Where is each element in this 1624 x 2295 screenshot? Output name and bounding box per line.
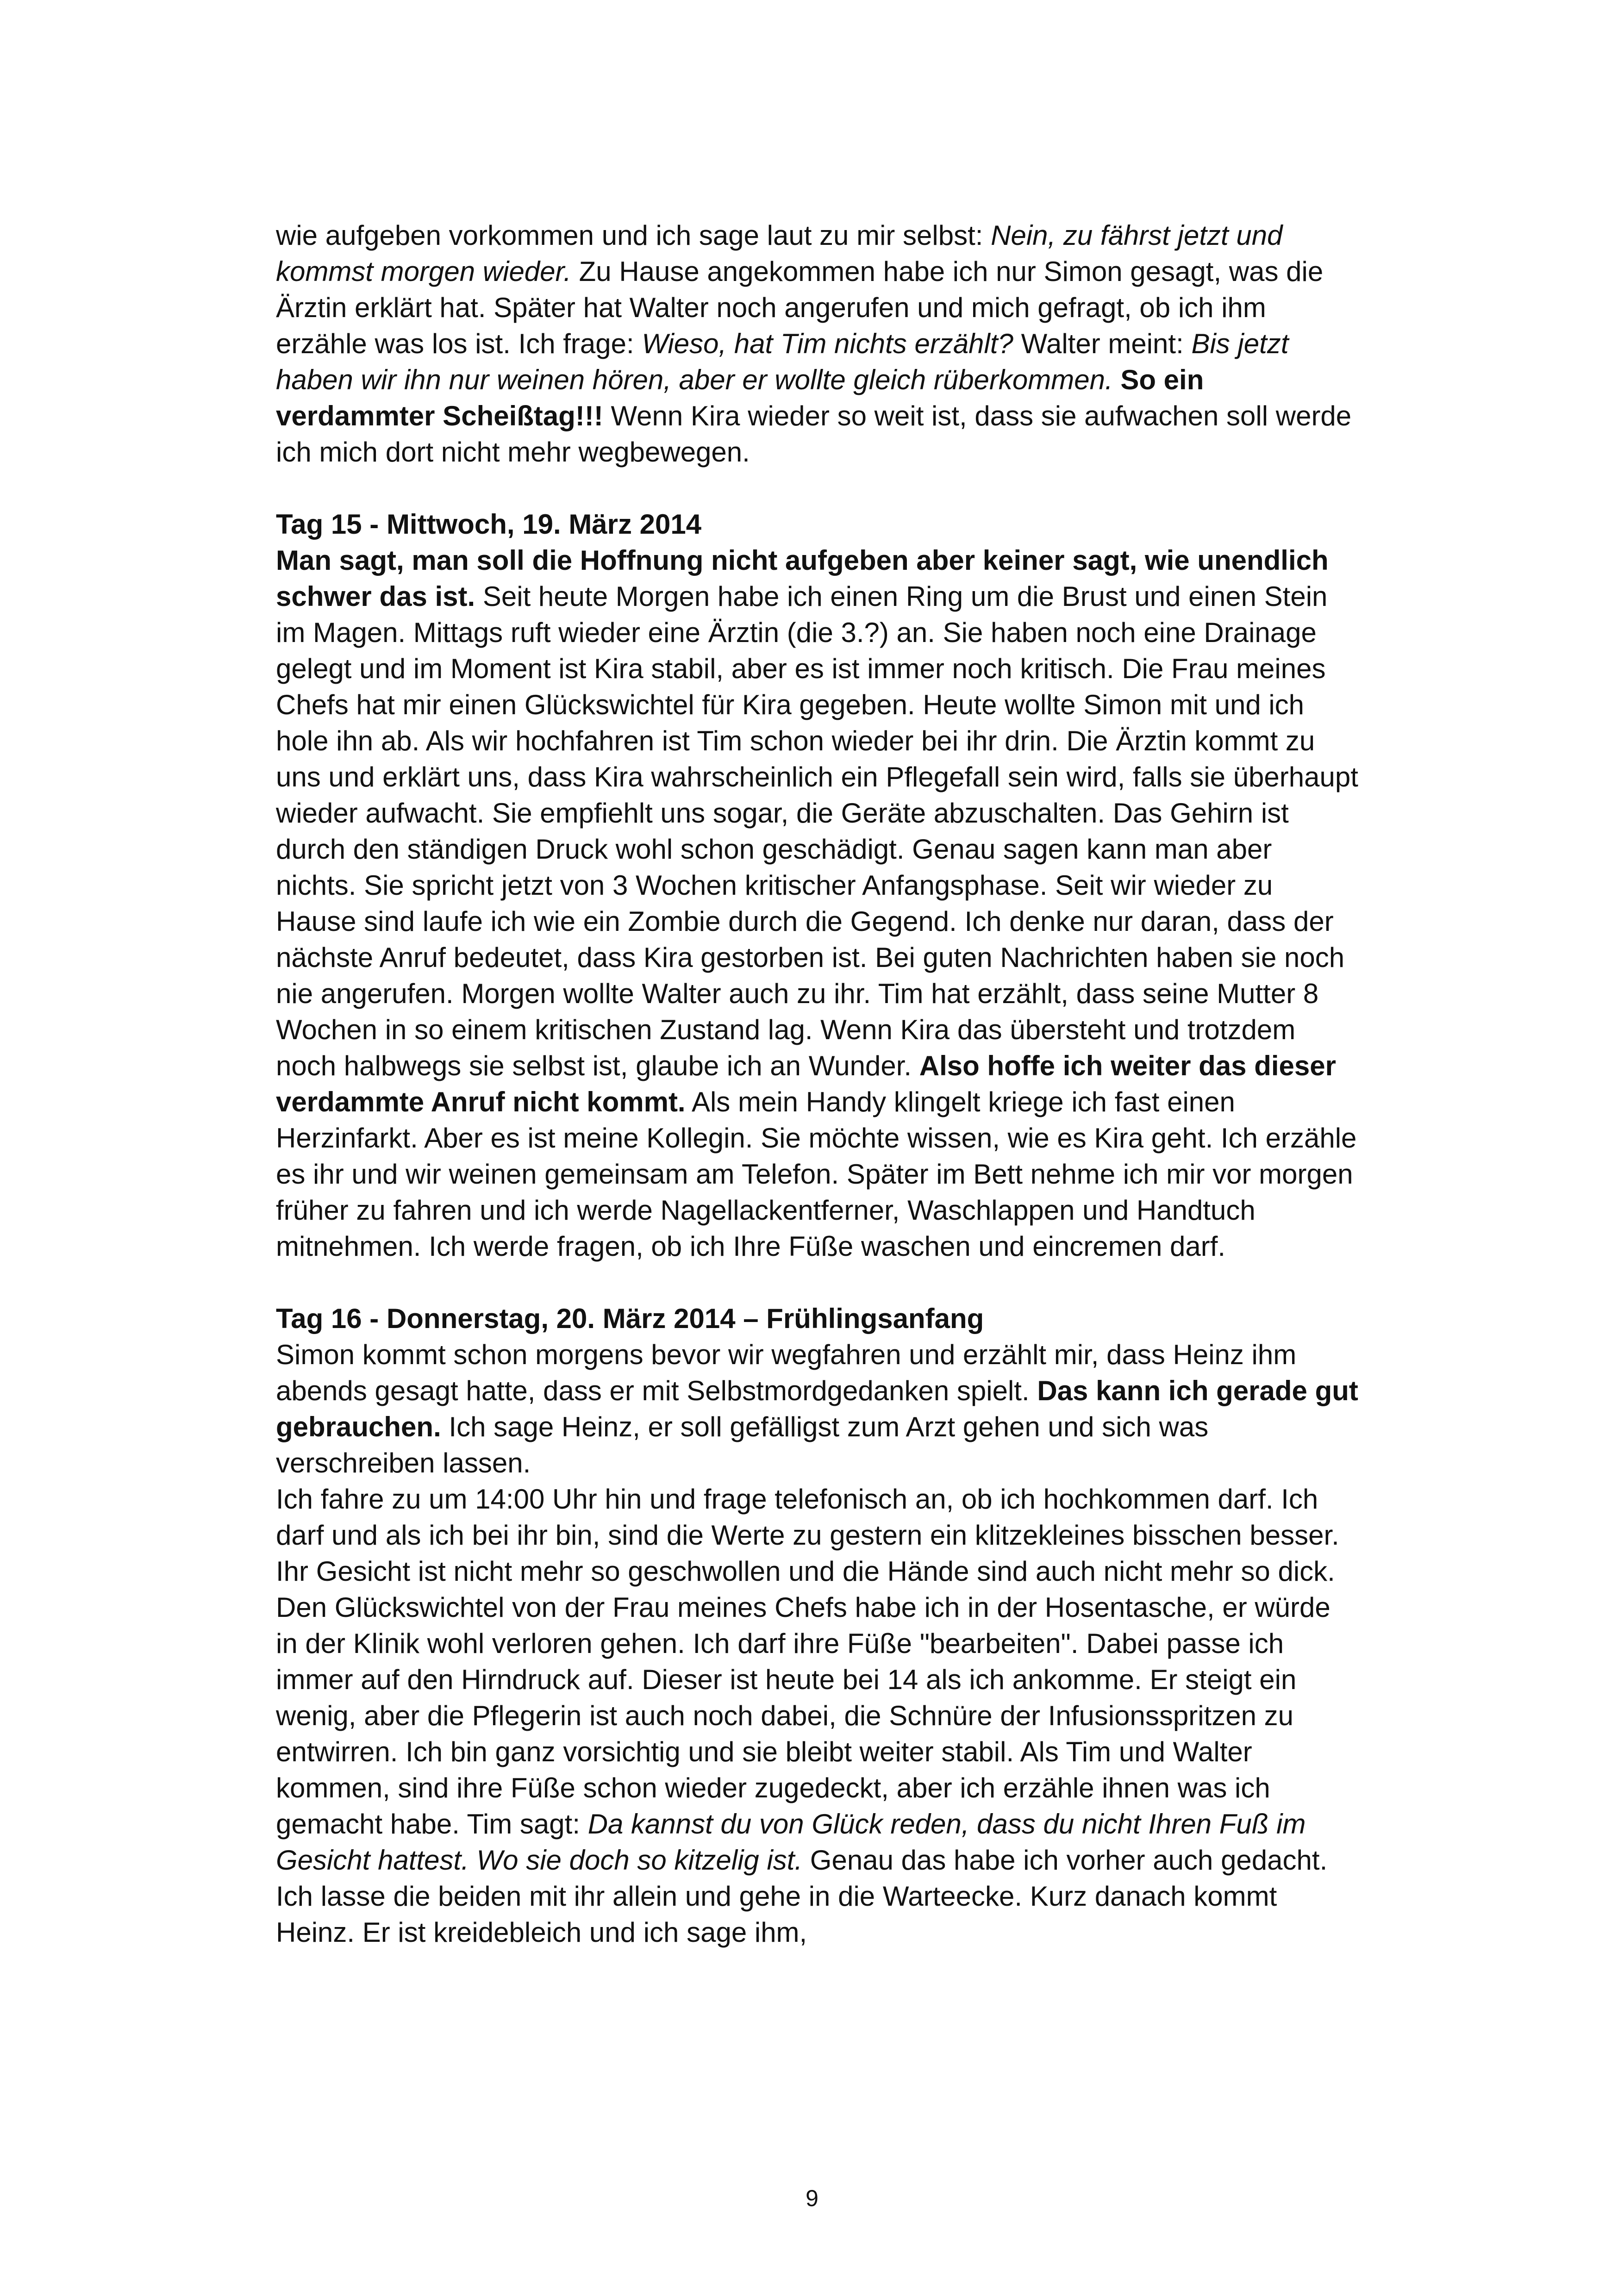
- bold-emphasis: Man sagt, man soll die Hoffnung nicht aufgeben aber keiner sagt, wie unendlich schwer das ist.: [276, 545, 1329, 612]
- italic-quote: Da kannst du von Glück reden, dass du nicht Ihren Fuß im Gesicht hattest. Wo sie doch so kitzelig ist.: [276, 1809, 1306, 1876]
- bold-emphasis: Also hoffe ich weiter das dieser verdammte Anruf nicht kommt.: [276, 1050, 1336, 1117]
- text-run: Wenn Kira wieder so weit ist, dass sie aufwachen soll werde ich mich dort nicht mehr wegbewegen.: [276, 400, 1352, 468]
- text-run: Ich fahre zu um 14:00 Uhr hin und frage telefonisch an, ob ich hochkommen darf. Ich darf und als ich bei ihr bin, sind die Werte zu gestern ein klitzekleines bisschen besser. Ihr Gesicht ist nicht mehr so geschwollen und die Hände sind auch nicht mehr so dick. Den Glückswichtel von der Frau meines Chefs habe ich in der Hosentasche, er würde in der Klinik wohl verloren gehen. Ich darf ihre Füße "bearbeiten". Dabei passe ich immer auf den Hirndruck auf. Dieser ist heute bei 14 als ich ankomme. Er steigt ein wenig, aber die Pflegerin ist auch noch dabei, die Schnüre der Infusionsspritzen zu entwirren. Ich bin ganz vorsichtig und sie bleibt weiter stabil. Als Tim und Walter kommen, sind ihre Füße schon wieder zugedeckt, aber ich erzähle ihnen was ich gemacht habe. Tim sagt:: [276, 1484, 1339, 1840]
- day-15-paragraph: [276, 543, 1359, 1265]
- text-run: Walter meint:: [1013, 328, 1192, 359]
- paragraph-gap: [276, 470, 1359, 506]
- text-run: Ich sage Heinz, er soll gefälligst zum Arzt gehen und sich was verschreiben lassen.: [276, 1411, 1209, 1478]
- text-run: Als mein Handy klingelt kriege ich fast einen Herzinfarkt. Aber es ist meine Kollegin. Sie möchte wissen, wie es Kira geht. Ich erzähle es ihr und wir weinen gemeinsam am Telefon. Später im Bett nehme ich mir vor morgen früher zu fahren und ich werde Nagellackentferner, Waschlappen und Handtuch mitnehmen. Ich werde fragen, ob ich Ihre Füße waschen und eincremen darf.: [276, 1086, 1357, 1262]
- text-run: Genau das habe ich vorher auch gedacht. Ich lasse die beiden mit ihr allein und gehe in die Warteecke. Kurz danach kommt Heinz. Er ist kreidebleich und ich sage ihm,: [276, 1845, 1328, 1948]
- italic-quote: Nein, zu fährst jetzt und kommst morgen wieder.: [276, 220, 1283, 287]
- document-page: [276, 218, 1359, 1951]
- italic-quote: Wieso, hat Tim nichts erzählt?: [642, 328, 1013, 359]
- paragraph-gap: [276, 1265, 1359, 1301]
- day-16-paragraph-1: [276, 1337, 1359, 1481]
- bold-emphasis: So ein verdammter Scheißtag!!!: [276, 364, 1204, 431]
- day-15-heading: Tag 15 - Mittwoch, 19. März 2014: [276, 509, 702, 540]
- paragraph-continuation: [276, 218, 1359, 470]
- text-run: Zu Hause angekommen habe ich nur Simon gesagt, was die Ärztin erklärt hat. Später hat Walter noch angerufen und mich gefragt, ob ich ihm erzähle was los ist. Ich frage:: [276, 256, 1324, 359]
- text-run: Simon kommt schon morgens bevor wir wegfahren und erzählt mir, dass Heinz ihm abends gesagt hatte, dass er mit Selbstmordgedanken spielt.: [276, 1339, 1297, 1406]
- bold-emphasis: Das kann ich gerade gut gebrauchen.: [276, 1375, 1358, 1442]
- day-16-heading: Tag 16 - Donnerstag, 20. März 2014 – Frühlingsanfang: [276, 1303, 984, 1334]
- italic-quote: Bis jetzt haben wir ihn nur weinen hören, aber er wollte gleich rüberkommen.: [276, 328, 1289, 395]
- text-run: wie aufgeben vorkommen und ich sage laut zu mir selbst:: [276, 220, 991, 251]
- text-run: [1113, 364, 1121, 395]
- day-16-paragraph-2: [276, 1481, 1359, 1951]
- page-number: 9: [806, 2185, 818, 2211]
- text-run: Seit heute Morgen habe ich einen Ring um die Brust und einen Stein im Magen. Mittags ruft wieder eine Ärztin (die 3.?) an. Sie haben noch eine Drainage gelegt und im Moment ist Kira stabil, aber es ist immer noch kritisch. Die Frau meines Chefs hat mir einen Glückswichtel für Kira gegeben. Heute wollte Simon mit und ich hole ihn ab. Als wir hochfahren ist Tim schon wieder bei ihr drin. Die Ärztin kommt zu uns und erklärt uns, dass Kira wahrscheinlich ein Pflegefall sein wird, falls sie überhaupt wieder aufwacht. Sie empfiehlt uns sogar, die Geräte abzuschalten. Das Gehirn ist durch den ständigen Druck wohl schon geschädigt. Genau sagen kann man aber nichts. Sie spricht jetzt von 3 Wochen kritischer Anfangsphase. Seit wir wieder zu Hause sind laufe ich wie ein Zombie durch die Gegend. Ich denke nur daran, dass der nächste Anruf bedeutet, dass Kira gestorben ist. Bei guten Nachrichten haben sie noch nie angerufen. Morgen wollte Walter auch zu ihr. Tim hat erzählt, dass seine Mutter 8 Wochen in so einem kritischen Zustand lag. Wenn Kira das übersteht und trotzdem noch halbwegs sie selbst ist, glaube ich an Wunder.: [276, 581, 1358, 1081]
